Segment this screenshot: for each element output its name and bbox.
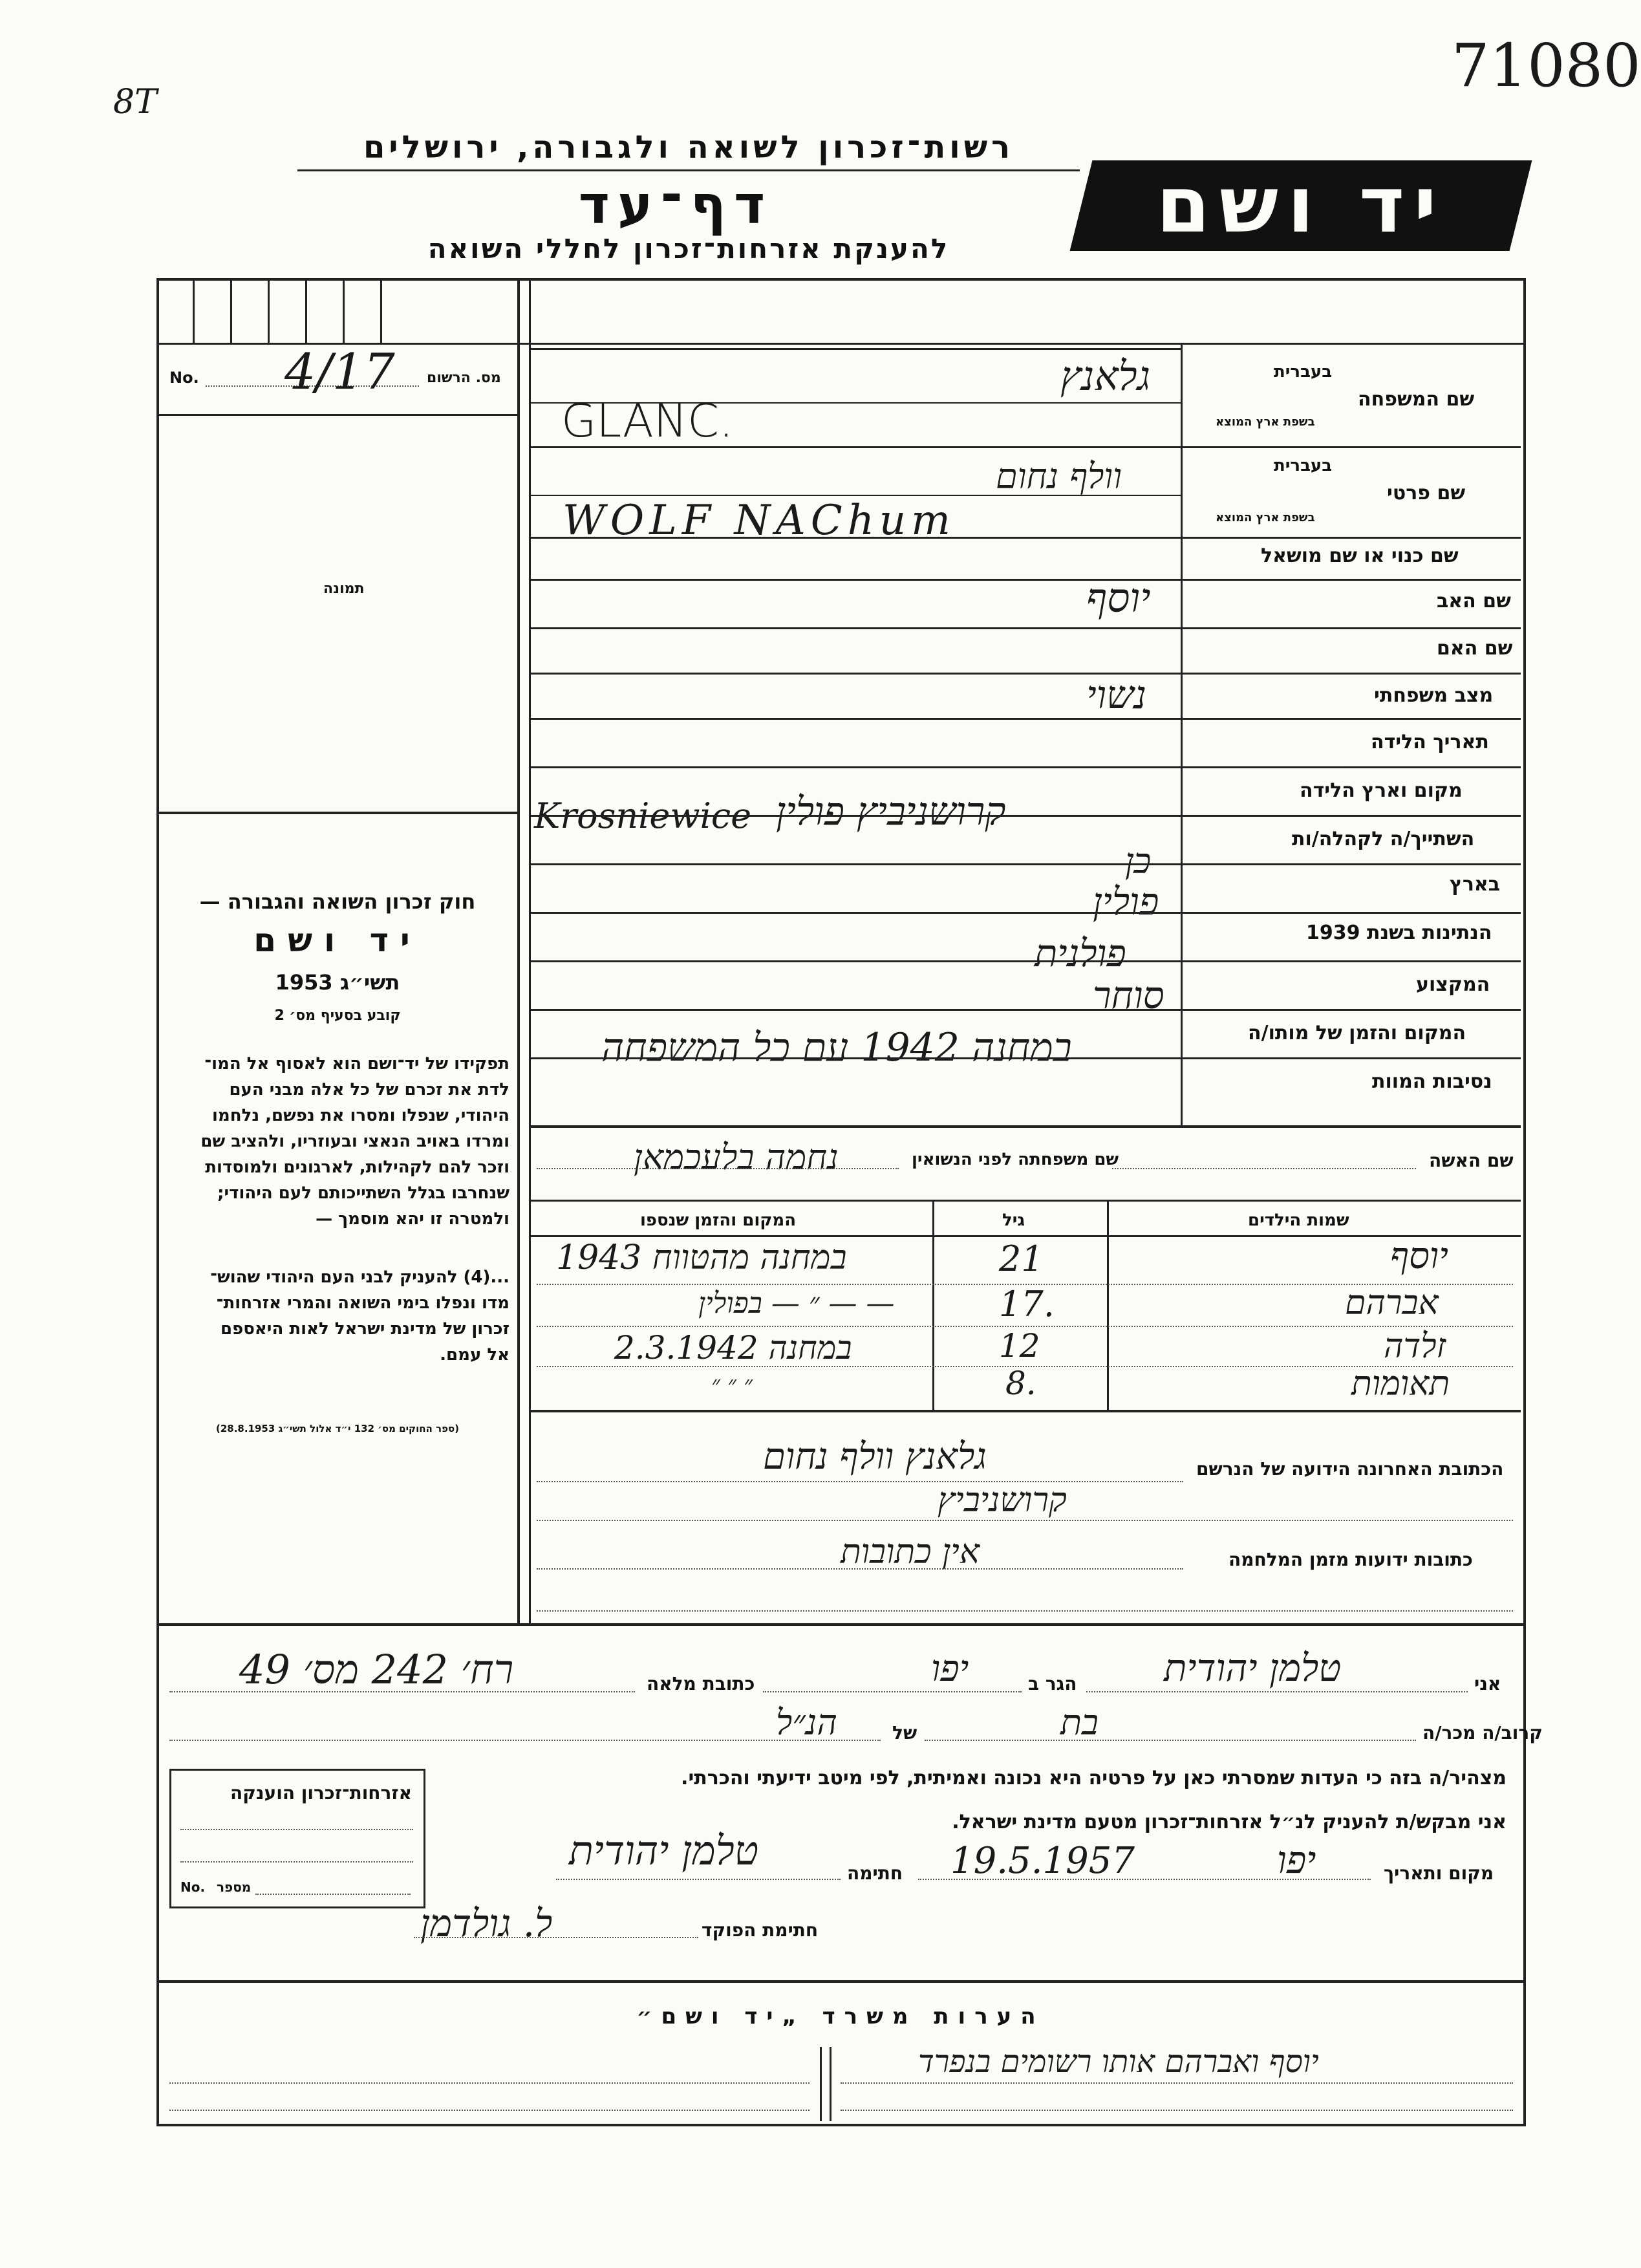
wife-value: נחמה בלעכמאן [634,1137,839,1178]
children-names-header: שמות הילדים [1248,1211,1349,1230]
logo-text: יד ושם [1156,160,1446,250]
profession-label: המקצוע [1416,973,1490,996]
registry-label: מס. הרשום [427,370,501,386]
children-age-header: גיל [1002,1211,1025,1230]
law-title: חוק זכרון השואה והגבורה — [199,889,476,914]
form-title: דף־עד [578,175,773,236]
father-value: יוסף [1086,574,1151,621]
given-name-hebrew: וולף נחום [996,456,1122,497]
child-name: אברהם [1345,1284,1439,1323]
citizenship-granted-box [169,1769,425,1908]
place-date-label: מקום ותאריך [1384,1863,1494,1884]
request-text: אני מבקש/ת להעניק לנ״ל אזרחות־זכרון מטעם מדינת ישראל. [952,1811,1507,1833]
declarant-i-label: אני [1474,1673,1501,1694]
corner-mark: 8T [113,83,157,122]
child-age: 12 [999,1327,1040,1365]
given-name-latin: WOLF NAChum [563,497,956,545]
law-text-line: וזכר להם לקהילות, לארגונים ולמוסדות [205,1158,509,1177]
birthplace-hebrew: קרושניביץ פולין [776,789,1006,834]
archive-number: 71080 [1452,31,1641,100]
surname-in-hebrew: בעברית [1274,362,1333,382]
death-place-value: במחנה 1942 עם כל המשפחה [601,1025,1072,1070]
given-name-in-origin-lang: בשפת ארץ המוצא [1216,511,1315,524]
date-value: 19.5.1957 [950,1840,1135,1882]
child-place: במחנה מהטווח 1943 [556,1238,847,1277]
place-value: יפו [1277,1838,1316,1882]
child-age: 8. [1005,1365,1036,1402]
death-cause-label: נסיבות המוות [1372,1070,1492,1093]
wife-label: שם האשה [1429,1150,1514,1171]
signature-label: חתימה [847,1863,903,1884]
child-age: 21 [999,1238,1044,1279]
child-age: 17. [999,1284,1055,1324]
last-address-value-1: גלאנץ וולף נחום [763,1436,987,1478]
authority-line: רשות־זכרון לשואה ולגבורה, ירושלים [363,129,1014,166]
surname-label: שם המשפחה [1358,388,1475,411]
country-label: בארץ [1450,873,1501,896]
citizenship-number-label: מספר [217,1879,252,1895]
law-name: יד ושם [253,922,422,959]
profession-value: סוחר [1093,973,1164,1017]
children-place-header: המקום והזמן שנספו [640,1211,797,1230]
marital-value: נשוי [1086,673,1147,718]
law-text-line: מדו ונפלו בימי השואה והמרי אזרחות־ [216,1293,509,1313]
law-text-line: לדת את זכרם של כל אלה מבני העם [229,1080,509,1099]
country-value: פולין [1093,880,1159,923]
birthplace-latin: Krosniewice [534,795,752,836]
child-place: ״ ״ ״ [711,1372,753,1398]
lives-in-label: הגר ב [1028,1673,1077,1694]
of-label: של [892,1722,917,1744]
law-text-line: שנחרבו בגלל השתייכותם לעם היהודי; [217,1183,509,1203]
death-place-label: המקום והזמן של מותו/ה [1248,1022,1466,1044]
last-address-value-2: קרושניביץ [938,1481,1067,1520]
citizenship-box-title: אזרחות־זכרון הוענקה [230,1782,412,1804]
child-place: — — ״ — בפולין [698,1287,895,1320]
citizenship-value: פולנית [1035,931,1126,975]
full-address-label: כתובת מלאה [647,1673,755,1694]
registry-number: 4/17 [284,343,395,400]
declaration-text: מצהיר/ה בזה כי העדות שמסרתי כאן על פרטיה היא נכונה ואמיתית, לפי מיטב ידיעתי והכרתי. [681,1767,1507,1789]
father-label: שם האב [1437,590,1511,612]
given-name-in-hebrew: בעברית [1274,456,1333,475]
full-address-value: רח׳ 242 מס׳ 49 [239,1646,514,1693]
war-address-label: כתובות ידועות מזמן המלחמה [1228,1549,1473,1570]
of-value: הנ״ל [776,1702,837,1743]
law-text-line: ...(4) להעניק לבני העם היהודי שהוש־ [210,1268,509,1287]
community-label: השתייך/ה לקהלה/ות [1292,828,1475,850]
given-name-label: שם פרטי [1387,482,1466,504]
citizenship-no-label: No. [180,1879,206,1895]
last-address-label: הכתובת האחרונה הידועה של הנרשם [1196,1458,1504,1480]
child-place: במחנה 2.3.1942 [614,1329,852,1366]
surname-in-origin-lang: בשפת ארץ המוצא [1216,415,1315,429]
relative-label: קרוב/ה מכר/ה [1422,1722,1543,1744]
birthdate-label: תאריך הלידה [1371,731,1489,753]
child-name: זלדה [1384,1327,1446,1366]
law-source: (ספר החוקים מס׳ 132 י״ד אלול תשי״ג 28.8.1953) [215,1423,460,1434]
office-remark: יוסף ואברהם אותו רשומים בנפרד [918,2044,1319,2080]
law-year: תשי״ג 1953 [275,970,400,995]
citizenship-label: הנתינות בשנת 1939 [1306,922,1492,944]
officer-label: חתימת הפוקד [702,1919,819,1941]
birthplace-label: מקום וארץ הלידה [1300,779,1463,802]
marital-label: מצב משפחתי [1374,684,1494,707]
wife-maiden-label: שם משפחתה לפני הנשואין [912,1150,1119,1169]
mother-label: שם האם [1437,637,1513,660]
law-text-b [167,1264,509,1368]
law-clause: קובע בסעיף מס׳ 2 [274,1008,401,1024]
surname-hebrew: גלאנץ [1060,352,1151,400]
no-label: No. [169,369,199,387]
photo-label: תמונה [323,581,365,597]
remarks-title: הערות משרד „יד ושם״ [636,2003,1045,2029]
law-text-line: זכרון של מדינת ישראל לאות היאספם [220,1319,509,1339]
law-text-line: תפקידו של יד־ושם הוא לאסוף אל המו־ [204,1054,509,1074]
community-value: כן [1125,841,1152,881]
relative-value: בת [1060,1702,1099,1743]
officer-signature: ל. גולדמן [420,1901,553,1945]
signature-value: טלמן יהודית [569,1827,759,1874]
nickname-label: שם כנוי או שם מושאל [1261,545,1459,567]
child-name: יוסף [1390,1235,1448,1277]
declarant-name: טלמן יהודית [1164,1646,1342,1690]
law-text-line: ולמטרה זו יהא מוסמך — [316,1209,509,1229]
form-subtitle: להענקת אזרחות־זכרון לחללי השואה [427,233,950,265]
law-text-line: היהודי, שנפלו ומסרו את נפשם, נלחמו [211,1106,509,1125]
surname-latin: GLANC. [561,394,734,448]
child-name: תאומות [1351,1365,1450,1403]
law-text-a [167,1051,509,1232]
lives-in-value: יפו [931,1648,969,1690]
war-address-value: אין כתובות [841,1533,980,1571]
yad-vashem-logo [1070,160,1532,251]
law-text-line: ומרדו באויב הנאצי ובעוזריו, ולהציב שם [200,1132,509,1151]
law-text-line: אל עמם. [440,1345,509,1365]
